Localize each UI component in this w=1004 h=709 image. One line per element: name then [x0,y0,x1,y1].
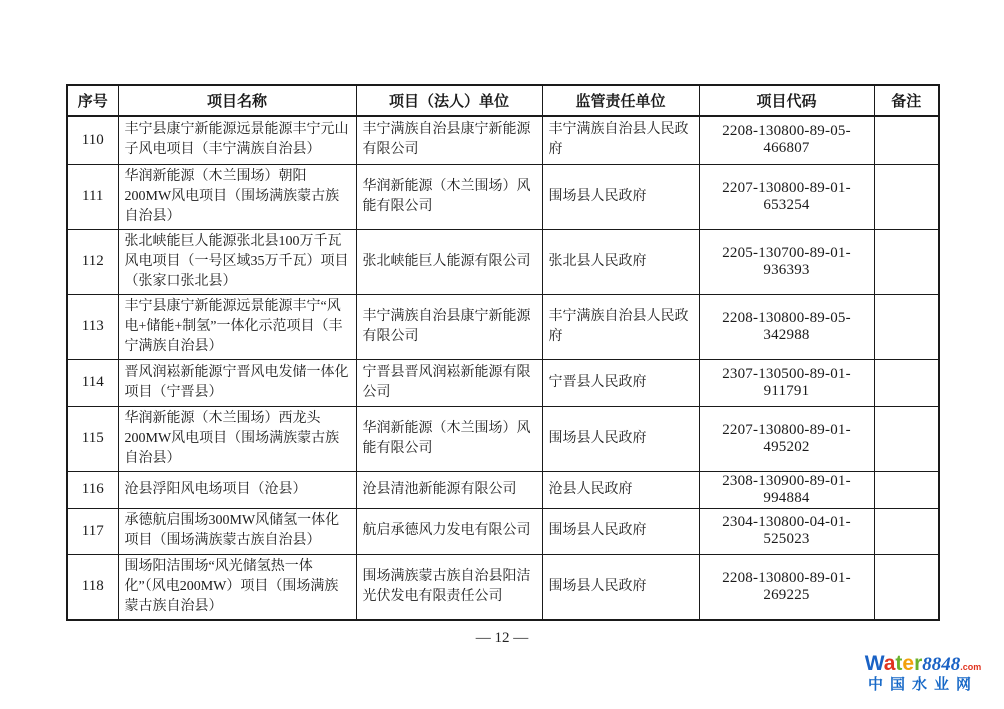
brand-line [858,652,988,676]
legal-entity-cell: 丰宁满族自治县康宁新能源有限公司 [356,116,542,164]
supervisor-unit-cell: 沧县人民政府 [542,471,699,508]
serial-number-cell: 114 [67,359,118,406]
legal-entity-cell: 华润新能源（木兰围场）风能有限公司 [356,164,542,229]
project-code-cell: 2308-130900-89-01-994884 [699,471,874,508]
project-name-cell: 晋风润崧新能源宁晋风电发储一体化项目（宁晋县） [118,359,356,406]
remark-cell [874,508,939,554]
serial-number-cell: 118 [67,554,118,620]
water8848-watermark [858,652,988,693]
supervisor-unit-cell: 宁晋县人民政府 [542,359,699,406]
remark-cell [874,471,939,508]
header-legal-entity: 项目（法人）单位 [356,85,542,116]
table-row [67,164,939,229]
brand-word [864,652,923,675]
serial-number-cell: 113 [67,294,118,359]
brand-letter: t [895,652,903,675]
remark-cell [874,229,939,294]
project-name-cell: 张北峡能巨人能源张北县100万千瓦风电项目（一号区域35万千瓦）项目（张家口张北县） [118,229,356,294]
header-project-code: 项目代码 [699,85,874,116]
project-code-cell: 2304-130800-04-01-525023 [699,508,874,554]
table-header-row [67,85,939,116]
serial-number-cell: 115 [67,406,118,471]
project-name-cell: 丰宁县康宁新能源远景能源丰宁元山子风电项目（丰宁满族自治县） [118,116,356,164]
serial-number-cell: 112 [67,229,118,294]
brand-suffix: 8848 [922,654,961,675]
project-code-cell: 2207-130800-89-01-495202 [699,406,874,471]
remark-cell [874,164,939,229]
legal-entity-cell: 沧县清池新能源有限公司 [356,471,542,508]
supervisor-unit-cell: 丰宁满族自治县人民政府 [542,116,699,164]
remark-cell [874,554,939,620]
table-row [67,406,939,471]
header-remark: 备注 [874,85,939,116]
table-row [67,294,939,359]
remark-cell [874,406,939,471]
serial-number-cell: 116 [67,471,118,508]
remark-cell [874,359,939,406]
legal-entity-cell: 华润新能源（木兰围场）风能有限公司 [356,406,542,471]
project-code-cell: 2207-130800-89-01-653254 [699,164,874,229]
project-code-cell: 2208-130800-89-05-466807 [699,116,874,164]
project-code-cell: 2208-130800-89-05-342988 [699,294,874,359]
supervisor-unit-cell: 张北县人民政府 [542,229,699,294]
table-row [67,229,939,294]
project-name-cell: 承德航启围场300MW风储氢一体化项目（围场满族蒙古族自治县） [118,508,356,554]
table-row [67,508,939,554]
supervisor-unit-cell: 丰宁满族自治县人民政府 [542,294,699,359]
serial-number-cell: 111 [67,164,118,229]
serial-number-cell: 117 [67,508,118,554]
table-row [67,471,939,508]
project-name-cell: 沧县浮阳风电场项目（沧县） [118,471,356,508]
legal-entity-cell: 航启承德风力发电有限公司 [356,508,542,554]
serial-number-cell: 110 [67,116,118,164]
table-row [67,554,939,620]
header-serial-number: 序号 [67,85,118,116]
table-body [67,116,939,620]
supervisor-unit-cell: 围场县人民政府 [542,554,699,620]
project-name-cell: 华润新能源（木兰围场）西龙头200MW风电项目（围场满族蒙古族自治县） [118,406,356,471]
table-row [67,116,939,164]
project-table [66,84,940,621]
legal-entity-cell: 围场满族蒙古族自治县阳洁光伏发电有限责任公司 [356,554,542,620]
brand-letter: e [902,652,915,675]
supervisor-unit-cell: 围场县人民政府 [542,164,699,229]
project-name-cell: 丰宁县康宁新能源远景能源丰宁“风电+储能+制氢”一体化示范项目（丰宁满族自治县） [118,294,356,359]
project-code-cell: 2205-130700-89-01-936393 [699,229,874,294]
brand-letter: a [883,652,896,675]
brand-domain: .com [960,662,982,672]
project-code-cell: 2208-130800-89-01-269225 [699,554,874,620]
supervisor-unit-cell: 围场县人民政府 [542,406,699,471]
legal-entity-cell: 张北峡能巨人能源有限公司 [356,229,542,294]
project-code-cell: 2307-130500-89-01-911791 [699,359,874,406]
brand-letter: r [914,652,923,675]
supervisor-unit-cell: 围场县人民政府 [542,508,699,554]
header-supervisor-unit: 监管责任单位 [542,85,699,116]
remark-cell [874,294,939,359]
brand-letter: W [864,652,884,675]
header-project-name: 项目名称 [118,85,356,116]
brand-tagline: 中国水业网 [867,675,978,693]
remark-cell [874,116,939,164]
legal-entity-cell: 宁晋县晋风润崧新能源有限公司 [356,359,542,406]
page-number: — 12 — [475,630,529,646]
project-name-cell: 围场阳洁围场“风光储氢热一体化”（风电200MW）项目（围场满族蒙古族自治县） [118,554,356,620]
legal-entity-cell: 丰宁满族自治县康宁新能源有限公司 [356,294,542,359]
project-name-cell: 华润新能源（木兰围场）朝阳200MW风电项目（围场满族蒙古族自治县） [118,164,356,229]
table-row [67,359,939,406]
